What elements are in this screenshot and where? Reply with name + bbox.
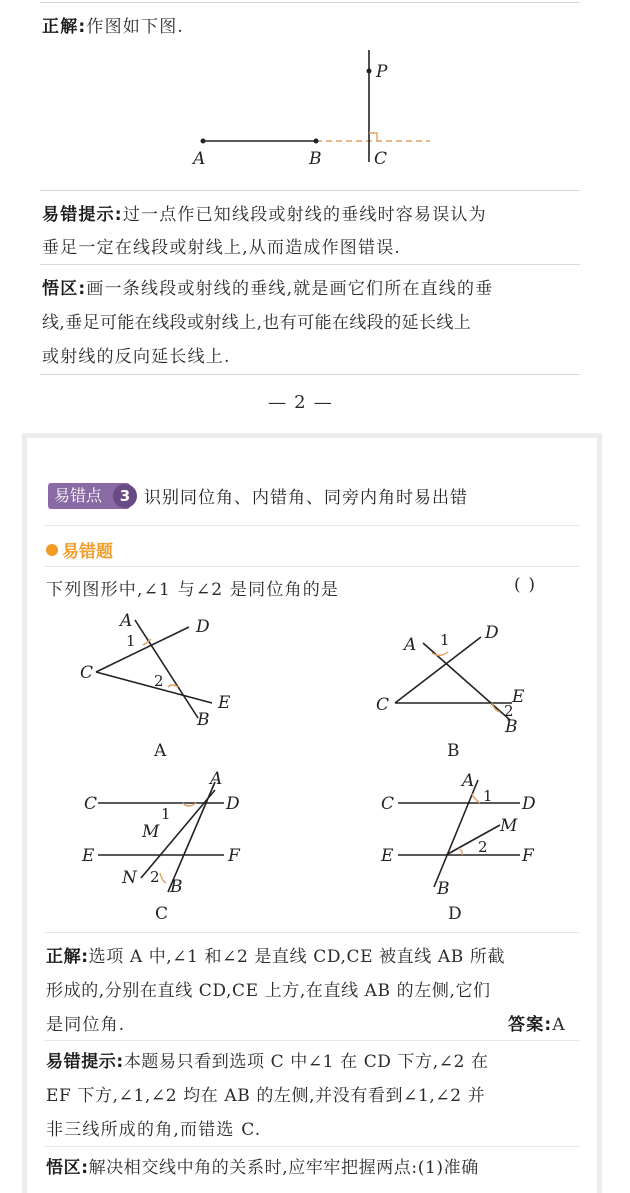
option-a-label: A [154, 741, 167, 761]
fig-d-label-f: F [522, 846, 534, 866]
label-b: B [309, 149, 322, 169]
fig-a-label-d: D [196, 617, 210, 637]
card-tip-line-1: 易错提示:本题易只看到选项 C 中∠1 在 CD 下方,∠2 在 [46, 1052, 489, 1072]
fig-c-label-c: C [84, 794, 98, 814]
fig-b-angle-1: 1 [440, 631, 450, 649]
divider [40, 374, 580, 375]
fig-c-label-b: B [170, 877, 183, 897]
mis-label: 悟区: [42, 279, 87, 299]
right-angle-mark [369, 133, 377, 141]
divider [44, 932, 580, 933]
section-title: 识别同位角、内错角、同旁内角时易出错 [144, 488, 468, 508]
fig-b-label-b: B [505, 717, 518, 737]
answer-label: 答案: [508, 1015, 553, 1035]
fig-d-label-m: M [500, 816, 518, 836]
fig-c-label-m: M [142, 822, 160, 842]
answer [508, 1010, 566, 1035]
divider [44, 1040, 580, 1041]
option-d-label: D [448, 904, 462, 924]
point-p [367, 69, 372, 74]
label-c: C [374, 149, 388, 169]
fig-c-label-n: N [122, 868, 137, 888]
bullet-dot-icon [46, 544, 58, 556]
fig-c-label-a: A [210, 769, 223, 789]
fig-a-label-e: E [218, 693, 231, 713]
answer-value: A [552, 1015, 566, 1035]
fig-c-angle-2: 2 [150, 868, 160, 886]
answer-paren: ( ) [514, 575, 537, 595]
fig-a-angle-2: 2 [154, 672, 164, 690]
card-solution-label: 正解: [46, 947, 89, 967]
divider [44, 525, 580, 526]
divider [40, 264, 580, 265]
fig-b-label-c: C [376, 695, 390, 715]
card-mis-line-1: 悟区:解决相交线中角的关系时,应牢牢把握两点:(1)准确 [46, 1158, 479, 1178]
card-solution-line-2: 形成的,分别在直线 CD,CE 上方,在直线 AB 的左侧,它们 [46, 981, 491, 1001]
mis-line-3: 或射线的反向延长线上. [42, 347, 231, 367]
point-a [201, 139, 206, 144]
divider [40, 190, 580, 191]
label-a: A [193, 149, 206, 169]
label-p: P [376, 62, 388, 82]
fig-c-angle-1: 1 [161, 805, 171, 823]
error-point-number: 3 [113, 484, 137, 508]
fig-b-label-e: E [512, 687, 525, 707]
perpendicular-figure [0, 0, 630, 200]
mis-line-1: 悟区:画一条线段或射线的垂线,就是画它们所在直线的垂 [42, 279, 494, 299]
option-b-label: B [447, 741, 460, 761]
card-mis-label: 悟区: [46, 1158, 89, 1178]
fig-b-label-d: D [485, 623, 499, 643]
fig-c-label-f: F [228, 846, 240, 866]
options-figure [0, 600, 630, 930]
card-tip-line-3: 非三线所成的角,而错选 C. [46, 1120, 262, 1140]
solution-text: 作图如下图. [86, 17, 185, 37]
fig-a-label-b: B [197, 710, 210, 730]
error-point-badge: 易错点 [48, 483, 130, 509]
point-b [314, 139, 319, 144]
fig-c-label-e: E [82, 846, 95, 866]
tip-line-2: 垂足一定在线段或射线上,从而造成作图错误. [42, 238, 402, 258]
fig-c-label-d: D [226, 794, 240, 814]
fig-b-angle-2: 2 [504, 702, 514, 720]
fig-d-angle-1: 1 [483, 787, 493, 805]
page-number: — 2 — [268, 392, 333, 413]
tip-label: 易错提示: [42, 205, 123, 225]
fig-a-label-c: C [80, 663, 94, 683]
fig-d-label-d: D [522, 794, 536, 814]
card-tip-label: 易错提示: [46, 1052, 124, 1072]
figure-a [80, 611, 231, 761]
figure-b [376, 623, 525, 761]
fig-d-angle-2: 2 [478, 838, 488, 856]
mis-line-2: 线,垂足可能在线段或射线上,也有可能在线段的延长线上 [42, 313, 472, 333]
fig-d-label-b: B [437, 879, 450, 899]
figure-d [380, 771, 536, 924]
fig-d-label-c: C [381, 794, 395, 814]
fig-d-label-a: A [462, 771, 475, 791]
fig-b-label-a: A [404, 635, 417, 655]
divider [44, 566, 580, 567]
fig-d-label-e: E [381, 846, 394, 866]
card-solution-line-3: 是同位角. [46, 1015, 126, 1035]
fig-a-label-a: A [120, 611, 133, 631]
card-solution-line-1: 正解:选项 A 中,∠1 和∠2 是直线 CD,CE 被直线 AB 所截 [46, 947, 506, 967]
card-tip-line-2: EF 下方,∠1,∠2 均在 AB 的左侧,并没有看到∠1,∠2 并 [46, 1086, 486, 1106]
question-text: 下列图形中,∠1 与∠2 是同位角的是 [46, 580, 340, 600]
fig-a-angle-1: 1 [126, 632, 136, 650]
figure-c [81, 769, 241, 924]
option-c-label: C [155, 904, 169, 924]
tip-line-1: 易错提示:过一点作已知线段或射线的垂线时容易误认为 [42, 205, 487, 225]
divider [44, 1146, 580, 1147]
sub-title: 易错题 [62, 542, 113, 562]
solution-label: 正解: [42, 17, 87, 37]
